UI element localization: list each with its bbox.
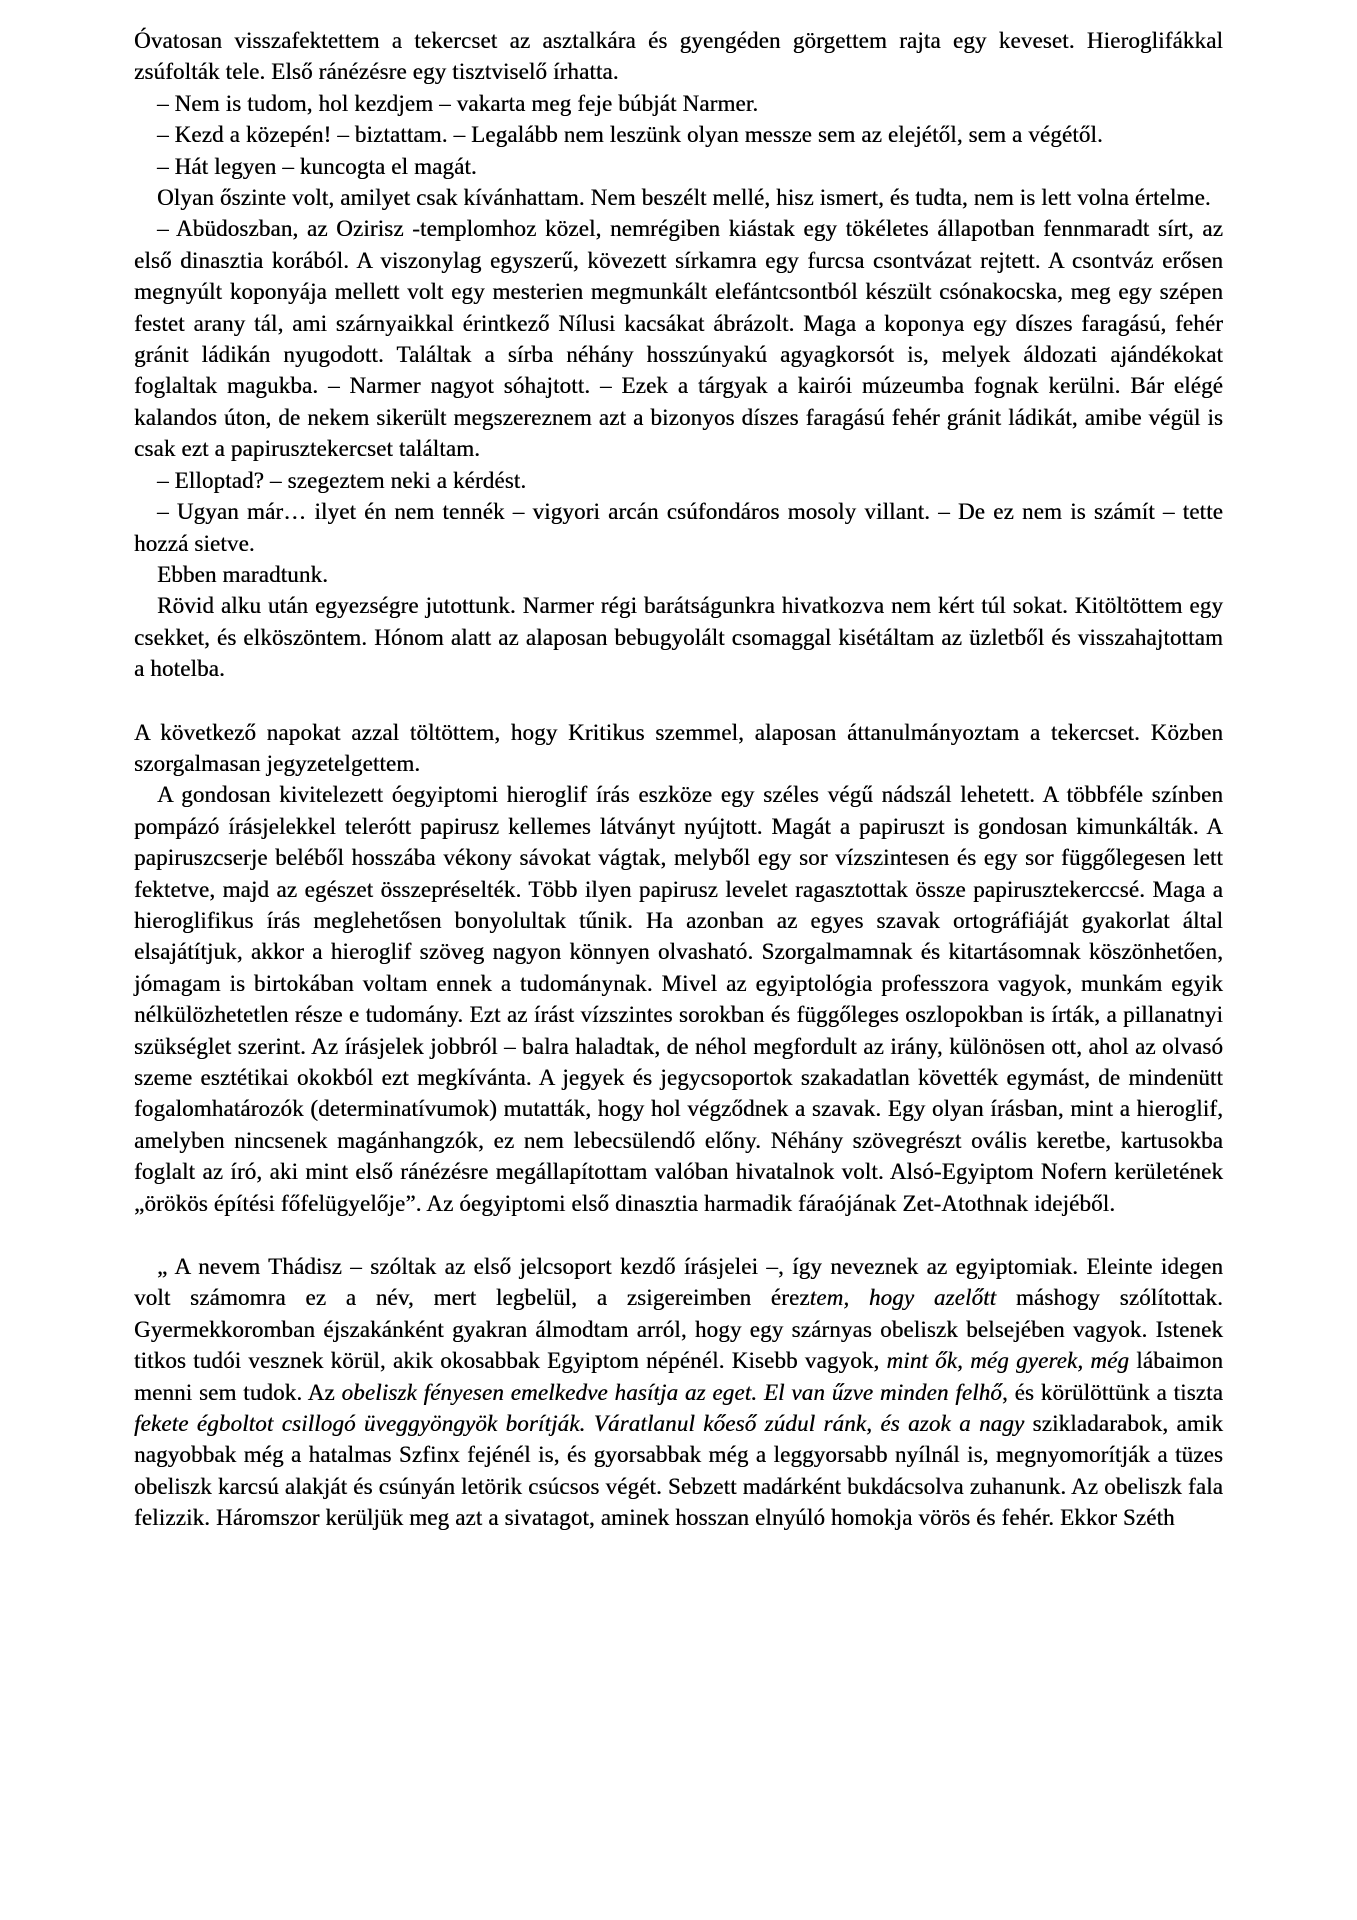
paragraph [134, 119, 1223, 150]
text-run-italic: tem, hogy azelőtt [809, 1285, 997, 1311]
paragraph [134, 88, 1223, 119]
text-run: „ A nevem Thádisz – szóltak az első jelcsoport kezdő írásjelei –, így neveznek az egyiptomiak. Eleinte idegen volt számomra ez a név, mert legbelül, a zsigereimben érez [134, 1254, 1223, 1311]
text-run: Olyan őszinte volt, amilyet csak kívánhattam. Nem beszélt mellé, hisz ismert, és tudta, nem is lett volna értelme. [157, 185, 1211, 211]
text-run: lábaimon menni sem tudok. Az [134, 1348, 1223, 1405]
text-run: – Ugyan már… ilyet én nem tennék – vigyori arcán csúfondáros mosoly villant. – De ez nem is számít – tette hozzá sietve. [134, 499, 1223, 556]
text-run-italic: obeliszk fényesen emelkedve hasítja az eget. El van űzve minden felhő [341, 1379, 1002, 1405]
text-run: szikladarabok, amik nagyobbak még a hatalmas Szfinx fejénél is, és gyorsabbak még a leggyorsabb nyílnál is, megnyomorítják a tüzes obeliszk karcsú alakját és csúnyán letörik csúcsos végét. Sebzett madárként bukdácsolva zuhanunk. Az obeliszk fala felizzik. Háromszor kerüljük meg azt a sivatagot, aminek hosszan elnyúló homokja vörös és fehér. Ekkor Széth [134, 1411, 1223, 1531]
text-run: A következő napokat azzal töltöttem, hogy Kritikus szemmel, alaposan áttanulmányoztam a tekercset. Közben szorgalmasan jegyzetelgettem. [134, 719, 1223, 776]
text-run-italic: fekete égboltot csillogó üveggyöngyök borítják. Váratlanul kőeső zúdul ránk, és azok a nagy [134, 1411, 1025, 1437]
text-run: – Kezd a közepén! – biztattam. – Legalább nem leszünk olyan messze sem az elejétől, sem a végétől. [157, 122, 1103, 148]
text-run: máshogy szólítottak. Gyermekkoromban éjszakánként gyakran álmodtam arról, hogy egy szárnyas obeliszk belsejében vagyok. Istenek titkos tudói vesznek körül, akik okosabbak Egyiptom népénél. Kisebb vagyok, [134, 1285, 1223, 1374]
paragraph [134, 182, 1223, 213]
text-run-italic: mint ők, még gyerek, még [886, 1348, 1130, 1374]
text-run: Óvatosan visszafektettem a tekercset az asztalkára és gyengéden görgettem rajta egy keveset. Hieroglifákkal zsúfolták tele. Első ránézésre egy tisztviselő írhatta. [134, 28, 1223, 85]
paragraph [134, 779, 1223, 1219]
text-run: – Abüdoszban, az Ozirisz -templomhoz közel, nemrégiben kiástak egy tökéletes állapotban fennmaradt sírt, az első dinasztia korából. A viszonylag egyszerű, kövezett sírkamra egy furcsa csontvázat rejtett. A csontváz erősen megnyúlt koponyája mellett volt egy mesterien megmunkált elefántcsontból készült csónakocska, meg egy szépen festet arany tál, ami szárnyaikkal érintkező Nílusi kacsákat ábrázolt. Maga a koponya egy díszes faragású, fehér gránit ládikán nyugodott. Találtak a sírba néhány hosszúnyakú agyagkorsót is, melyek áldozati ajándékokat foglaltak magukba. – Narmer nagyot sóhajtott. – Ezek a tárgyak a kairói múzeumba fognak kerülni. Bár elégé kalandos úton, de nekem sikerült megszereznem azt a bizonyos díszes faragású fehér gránit ládikát, amibe végül is csak ezt a papirusztekercset találtam. [134, 216, 1223, 462]
text-run: – Nem is tudom, hol kezdjem – vakarta meg feje búbját Narmer. [157, 90, 759, 116]
paragraph [134, 559, 1223, 590]
text-body [134, 25, 1223, 1534]
paragraph [134, 151, 1223, 182]
text-run: Rövid alku után egyezségre jutottunk. Narmer régi barátságunkra hivatkozva nem kért túl sokat. Kitöltöttem egy csekket, és elköszöntem. Hónom alatt az alaposan bebugyolált csomaggal kisétáltam az üzletből és visszahajtottam a hotelba. [134, 593, 1223, 682]
paragraph [134, 496, 1223, 559]
paragraph [134, 465, 1223, 496]
text-run: Ebben maradtunk. [157, 561, 329, 587]
text-run: A gondosan kivitelezett óegyiptomi hieroglif írás eszköze egy széles végű nádszál lehetett. A többféle színben pompázó írásjelekkel telerótt papirusz kellemes látványt nyújtott. Magát a papiruszt is gondosan kimunkálták. A papiruszcserje beléből hosszába vékony sávokat vágtak, melyből egy sor vízszintesen és egy sor függőlegesen lett fektetve, majd az egészet összepréselték. Több ilyen papirusz levelet ragasztottak össze papirusztekerccsé. Maga a hieroglifikus írás meglehetősen bonyolultak tűnik. Ha azonban az egyes szavak ortográfiáját gyakorlat által elsajátítjuk, akkor a hieroglif szöveg nagyon könnyen olvasható. Szorgalmamnak és kitartásomnak köszönhetően, jómagam is birtokában voltam ennek a tudománynak. Mivel az egyiptológia professzora vagyok, munkám egyik nélkülözhetetlen része e tudomány. Ezt az írást vízszintes sorokban és függőleges oszlopokban is írták, a pillanatnyi szükséglet szerint. Az írásjelek jobbról – balra haladtak, de néhol megfordult az irány, különösen ott, ahol az olvasó szeme esztétikai okokból ezt megkívánta. A jegyek és jegycsoportok szakadatlan követték egymást, de mindenütt fogalomhatározók (determinatívumok) mutatták, hogy hol végződnek a szavak. Egy olyan írásban, mint a hieroglif, amelyben nincsenek magánhangzók, ez nem lebecsülendő előny. Néhány szövegrészt ovális keretbe, kartusokba foglalt az író, aki mint első ránézésre megállapítottam valóban hivatalnok volt. Alsó-Egyiptom Nofern kerületének „örökös építési főfelügyelője”. Az óegyiptomi első dinasztia harmadik fáraójának Zet-Atothnak idejéből. [134, 782, 1223, 1216]
text-run: – Elloptad? – szegeztem neki a kérdést. [157, 467, 527, 493]
text-run: , és körülöttünk a tiszta [1001, 1379, 1223, 1405]
paragraph [134, 1251, 1223, 1534]
paragraph [134, 213, 1223, 464]
paragraph [134, 590, 1223, 684]
paragraph [134, 25, 1223, 88]
text-run: – Hát legyen – kuncogta el magát. [157, 153, 477, 179]
paragraph [134, 717, 1223, 780]
